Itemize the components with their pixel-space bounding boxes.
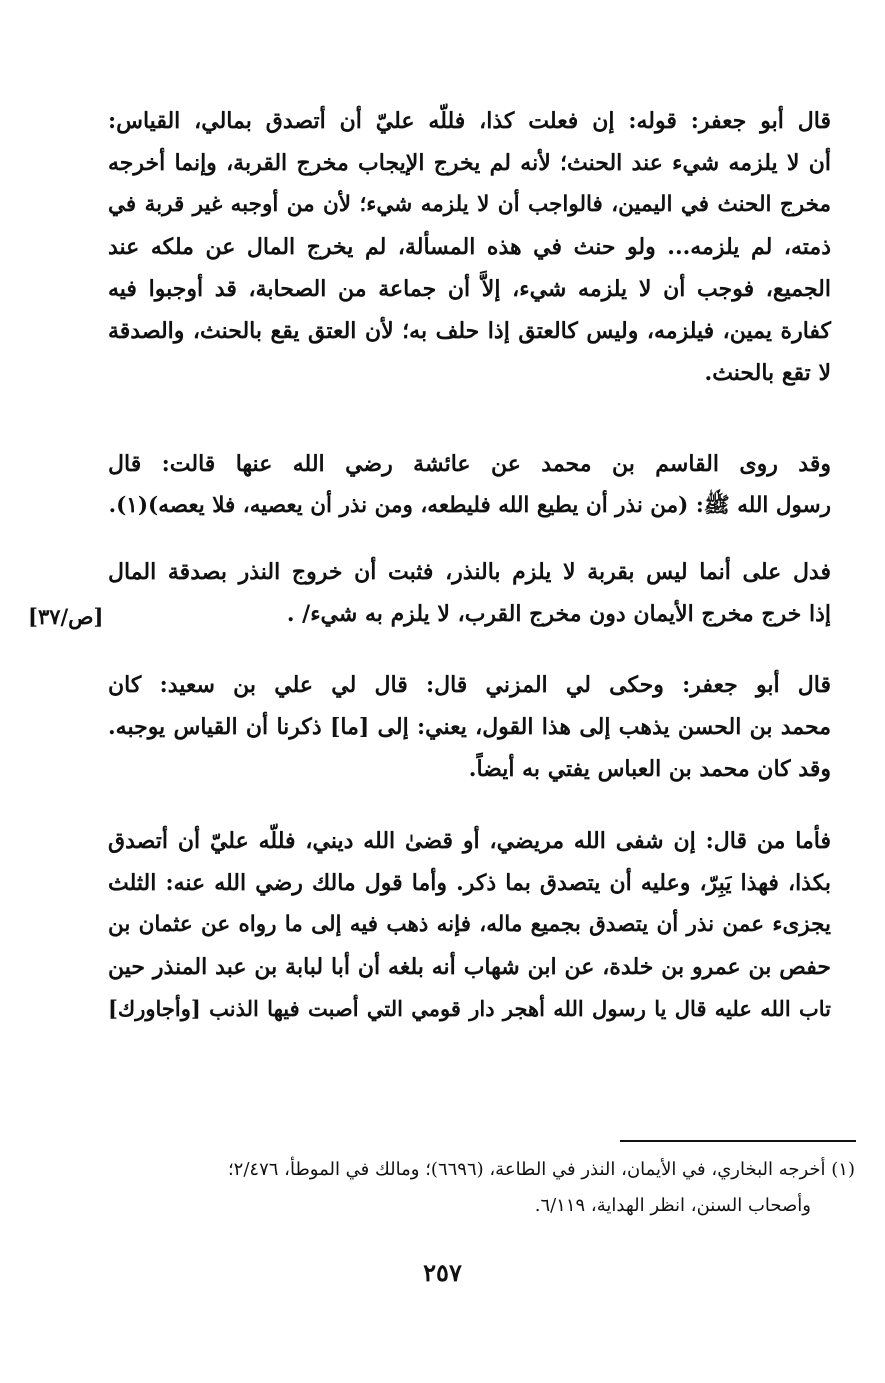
paragraph-2 [108, 443, 831, 527]
margin-page-reference: [ص/٣٧] [28, 604, 104, 629]
text-line: إذا خرج مخرج الأيمان دون مخرج القرب، لا يلزم به شيء/ . [286, 601, 831, 627]
text-line: حفص بن عمرو بن خلدة، عن ابن شهاب أنه بلغه أن أبا لبابة بن عبد المنذر حين [108, 954, 831, 980]
text-line: فدل على أنما ليس بقربة لا يلزم بالنذر، فثبت أن خروج النذر بصدقة المال [108, 559, 831, 585]
paragraph-3 [108, 551, 831, 635]
footnote-separator [620, 1140, 856, 1142]
text-line: بكذا، فهذا يَبِرّ، وعليه أن يتصدق بما ذكر. وأما قول مالك رضي الله عنه: الثلث [108, 870, 831, 896]
page-number: ٢٥٧ [423, 1258, 462, 1287]
text-line: أن لا يلزمه شيء عند الحنث؛ لأنه لم يخرج الإيجاب مخرج القربة، وإنما أخرجه [108, 150, 831, 176]
text-line: محمد بن الحسن يذهب إلى هذا القول، يعني: إلى [ما] ذكرنا أن القياس يوجبه. [108, 714, 831, 740]
text-line: وقد روى القاسم بن محمد عن عائشة رضي الله عنها قالت: قال [108, 451, 831, 477]
text-line: قال أبو جعفر: قوله: إن فعلت كذا، فللّه عليّ أن أتصدق بمالي، القياس: [108, 108, 831, 134]
footnote [160, 1152, 855, 1224]
text-line: كفارة يمين، فيلزمه، وليس كالعتق إذا حلف به؛ لأن العتق يقع بالحنث، والصدقة [108, 318, 831, 344]
footnote-line: (١) أخرجه البخاري، في الأيمان، النذر في الطاعة، (٦٦٩٦)؛ ومالك في الموطأ، ٢/٤٧٦؛ [227, 1159, 855, 1180]
text-line: رسول الله ﷺ: (من نذر أن يطيع الله فليطعه، ومن نذر أن يعصيه، فلا يعصه)(١). [108, 493, 831, 518]
paragraph-4 [108, 664, 831, 790]
text-line: وقد كان محمد بن العباس يفتي به أيضاً. [468, 756, 831, 782]
text-line: مخرج الحنث في اليمين، فالواجب أن لا يلزمه شيء؛ لأن من أوجبه غير قربة في [108, 192, 831, 217]
text-line: فأما من قال: إن شفى الله مريضي، أو قضىٰ الله ديني، فللّه عليّ أن أتصدق [108, 828, 831, 854]
paragraph-1 [108, 100, 831, 394]
text-line: لا تقع بالحنث. [704, 360, 831, 386]
text-line: يجزىء عمن نذر أن يتصدق بجميع ماله، فإنه ذهب فيه إلى ما رواه عن عثمان بن [108, 912, 831, 937]
footnote-line: وأصحاب السنن، انظر الهداية، ٦/١١٩. [534, 1195, 811, 1216]
paragraph-5 [108, 820, 831, 1030]
text-line: الجميع، فوجب أن لا يلزمه شيء، إلاَّ أن جماعة من الصحابة، قد أوجبوا فيه [108, 276, 831, 302]
text-line: قال أبو جعفر: وحكى لي المزني قال: قال لي علي بن سعيد: كان [108, 672, 831, 698]
text-line: ذمته، لم يلزمه... ولو حنث في هذه المسألة، لم يخرج المال عن ملكه عند [108, 234, 831, 260]
text-line: تاب الله عليه قال يا رسول الله أهجر دار قومي التي أصبت فيها الذنب [وأجاورك] [108, 996, 831, 1021]
